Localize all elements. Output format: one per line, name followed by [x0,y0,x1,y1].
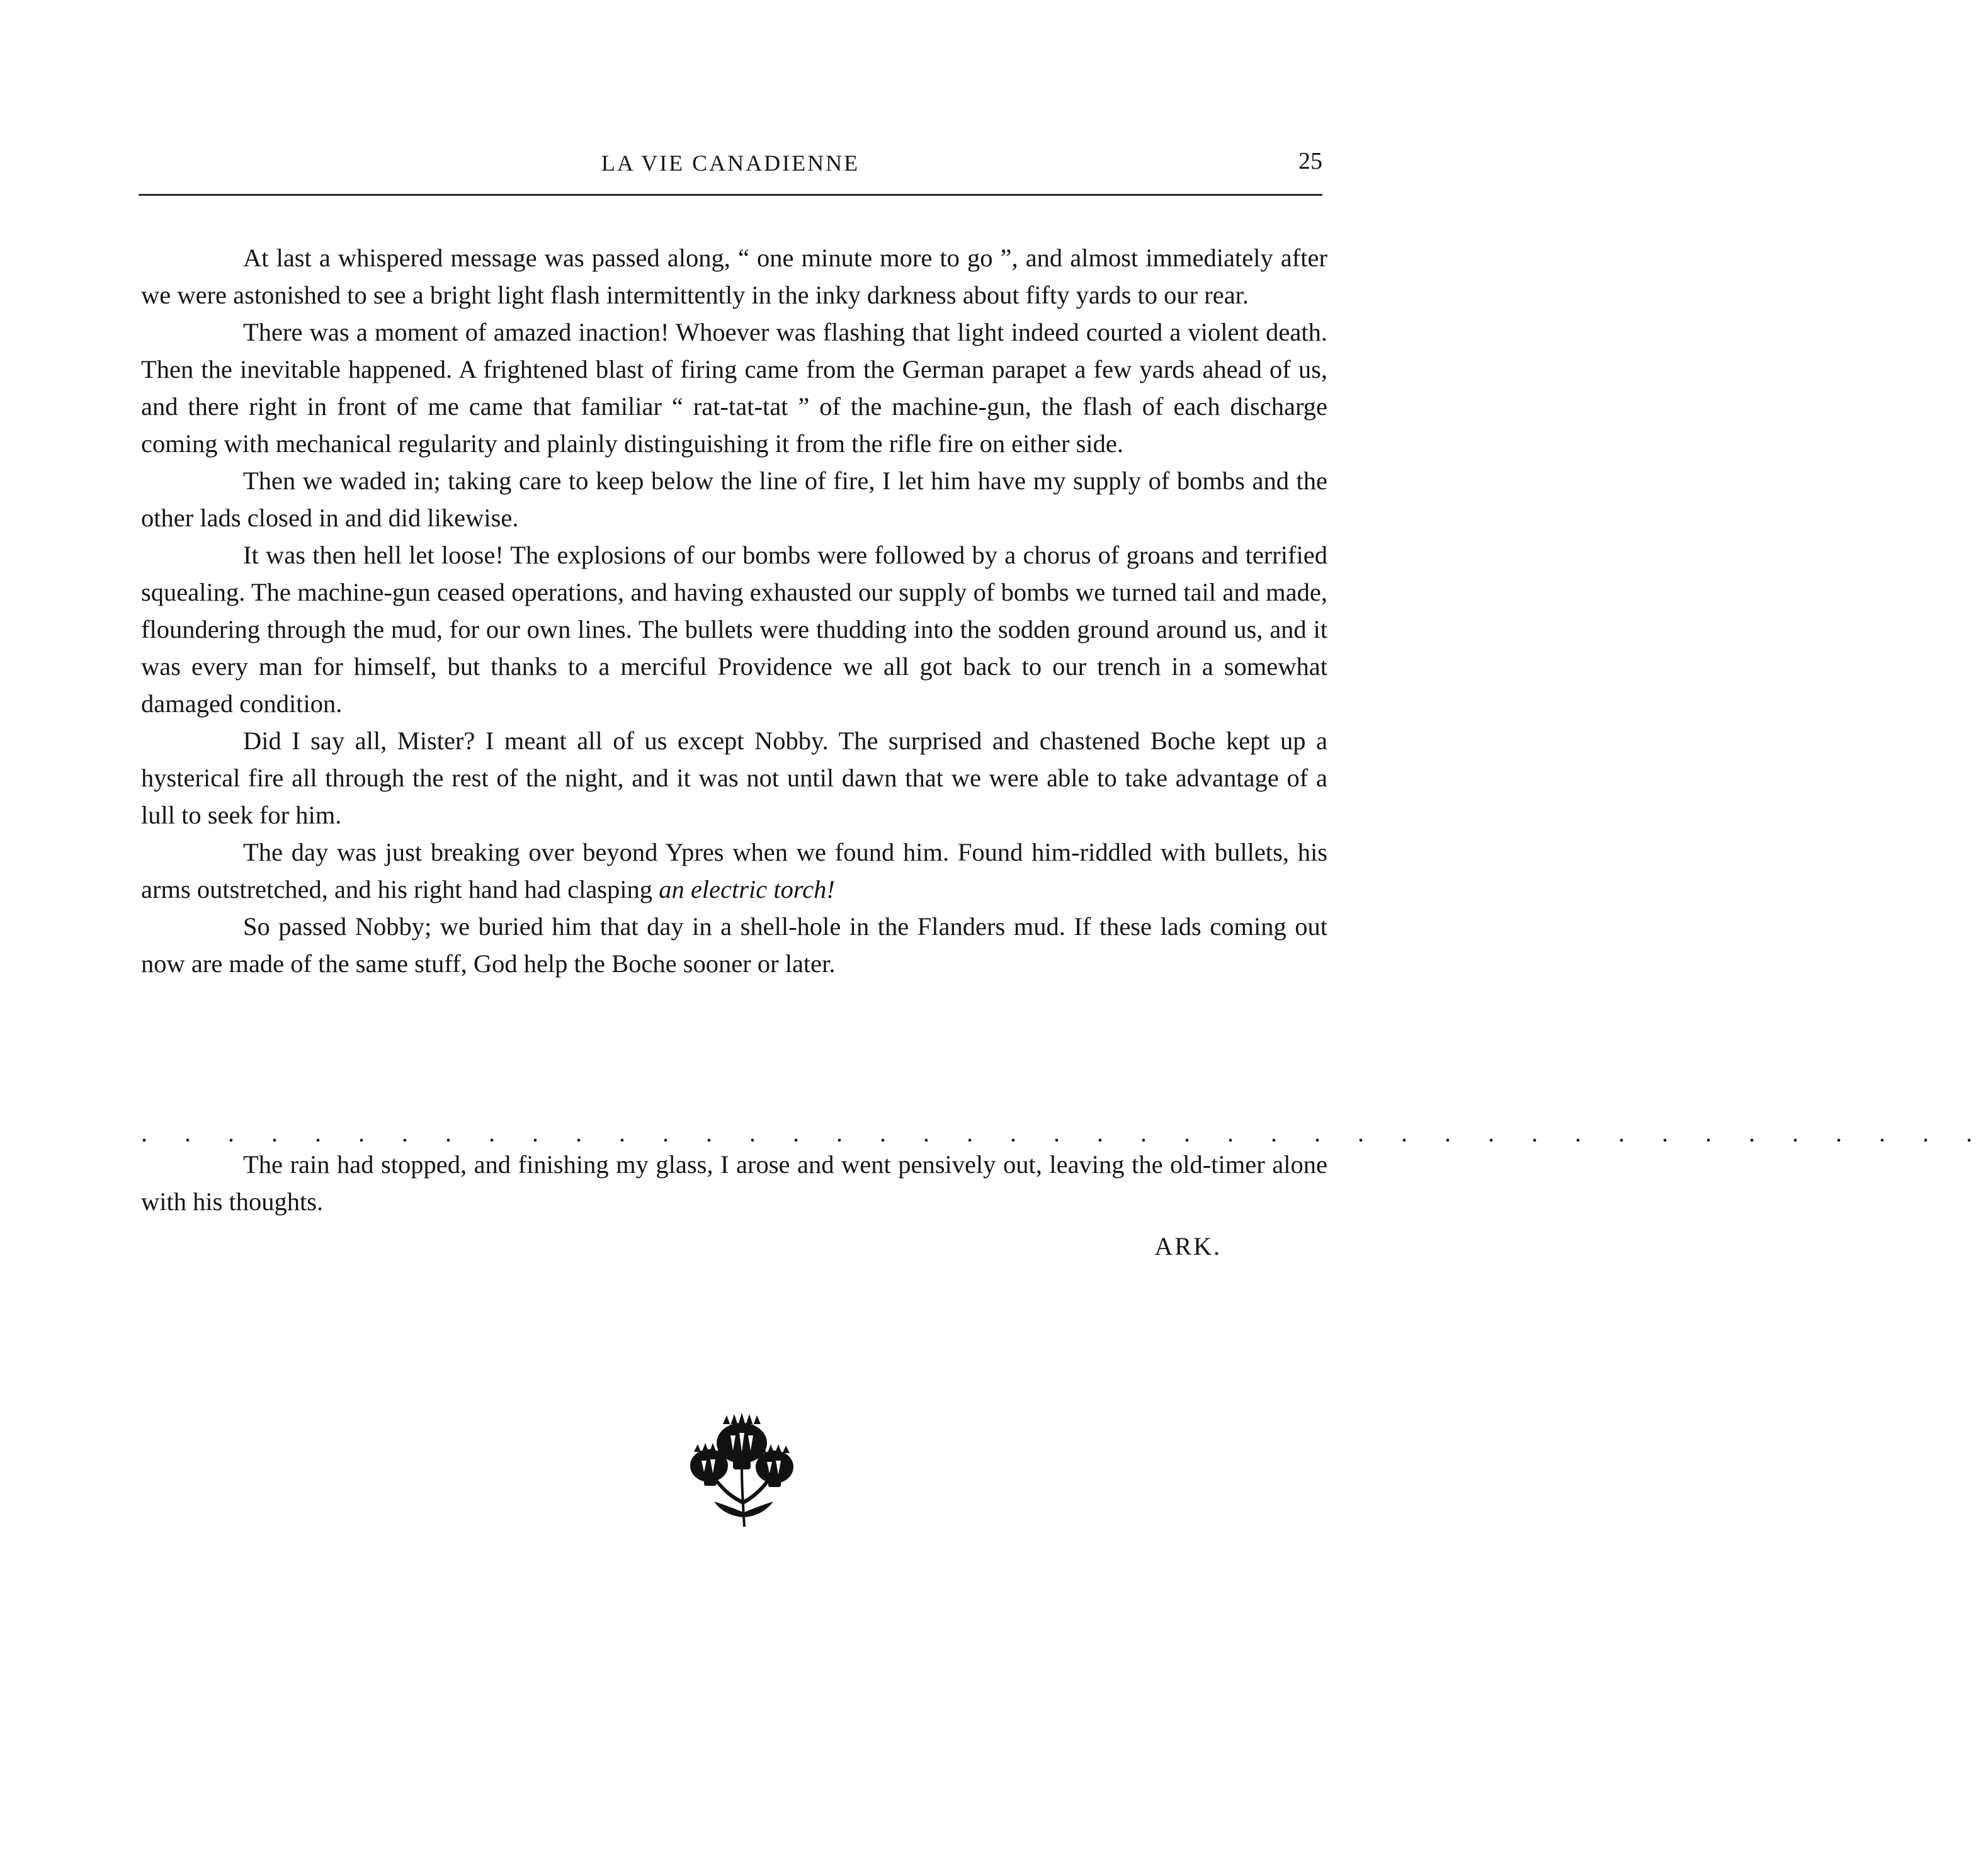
paragraph-3: Then we waded in; taking care to keep below the line of fire, I let him have my supply of bombs and the other lads closed in and did likewise. [141,467,1327,532]
paragraph-5: Did I say all, Mister? I meant all of us except Nobby. The surprised and chastened Boche kept up a hysterical fire all through the rest of the night, and it was not until dawn that we were able to take advantage of a lull to seek for him. [141,727,1327,829]
paragraph-2: There was a moment of amazed inaction! Whoever was flashing that light indeed courted a violent death. Then the inevitable happened. A frightened blast of firing came from the German parapet a few yards ahead of us, and there right in front of me came that familiar “ rat-tat-tat ” of the machine-gun, the flash of each discharge coming with mechanical regularity and plainly distinguishing it from the rifle fire on either side. [141,318,1327,458]
paragraph-4: It was then hell let loose! The explosions of our bombs were followed by a chorus of groans and terrified squealing. The machine-gun ceased operations, and having exhausted our supply of bombs we turned tail and made, floundering through the mud, for our own lines. The bullets were thudding into the sodden ground around us, and it was every man for himself, but thanks to a merciful Providence we all got back to our trench in a somewhat damaged condition. [141,541,1327,718]
page-number: 25 [1298,148,1322,174]
paragraph-6 [141,834,1327,908]
paragraph-6-italic: an electric torch! [659,875,835,903]
page-header [139,150,1322,188]
header-rule [139,194,1322,196]
article-body [141,239,1327,982]
author-signature: ARK. [1154,1232,1222,1260]
paragraph-6-text: The day was just breaking over beyond Ypres when we found him. Found him-riddled with bullets, his arms outstretched, and his right hand had clasping [141,838,1327,903]
running-title: LA VIE CANADIENNE [601,150,860,176]
thistle-flower-icon [685,1410,798,1530]
closing-body [141,1146,1327,1220]
paragraph-7: So passed Nobby; we buried him that day in a shell-hole in the Flanders mud. If these lads coming out now are made of the same stuff, God help the Boche sooner or later. [141,912,1327,978]
section-separator: . . . . . . . . . . . . . . . . . . . . . . . . . . . . . . . . . . . . . . . . . . . [141,1119,1988,1147]
paragraph-8: The rain had stopped, and finishing my glass, I arose and went pensively out, leaving the old-timer alone with his thoughts. [141,1150,1327,1216]
paragraph-1: At last a whispered message was passed along, “ one minute more to go ”, and almost immediately after we were astonished to see a bright light flash intermittently in the inky darkness about fifty yards to our rear. [141,244,1327,309]
